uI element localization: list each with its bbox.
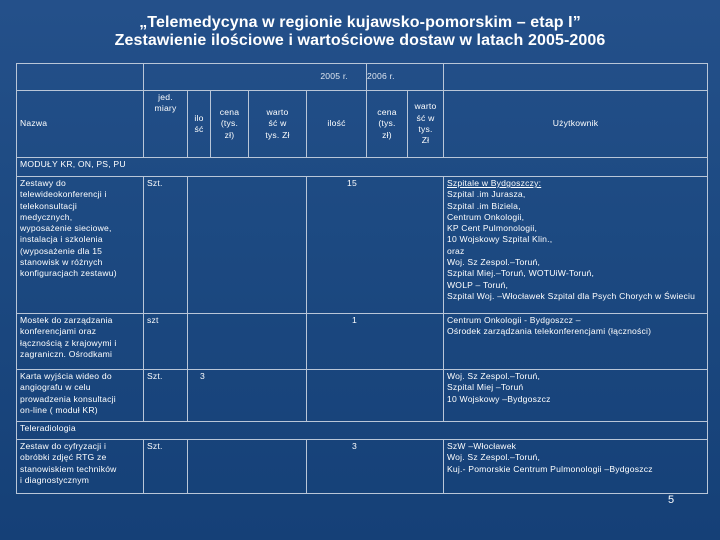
cell-uzytkownik: Woj. Sz Zespol.–Toruń, Szpital Miej –Toruń 10 Wojskowy –Bydgoszcz <box>444 370 708 422</box>
slide-title: „Telemedycyna w regionie kujawsko-pomorskim – etap I” <box>139 14 581 31</box>
header-empty-cell <box>17 64 144 91</box>
cell-ilosc-2005 <box>188 314 307 370</box>
cell-uzytkownik: Centrum Onkologii - Bydgoszcz – Ośrodek zarządzania telekonferencjami (łączności) <box>444 314 708 370</box>
cell-ilosc-2006 <box>307 370 444 422</box>
section-row <box>17 422 708 440</box>
col-header-jed-miary: jed. miary <box>144 91 188 158</box>
cell-jed: Szt. <box>144 370 188 422</box>
cell-uzytkownik-link[interactable]: Szpitale w Bydgoszczy: <box>447 178 542 188</box>
cell-nazwa: Zestawy do telewideokonferencji i telekonsultacji medycznych, wyposażenie sieciowe, instalacja i szkolenia (wyposażenie dla 15 stanowisk w różnych konfiguracjach zestawu) <box>17 177 144 314</box>
header-row-columns <box>17 91 708 158</box>
table-row <box>17 314 708 370</box>
section-row <box>17 158 708 177</box>
col-header-wartosc-2006: warto ść w tys. Zł <box>408 91 444 158</box>
section-moduly: MODUŁY KR, ON, PS, PU <box>17 158 708 177</box>
col-header-cena-2006: cena (tys. zł) <box>367 91 408 158</box>
cell-ilosc-2005 <box>188 440 307 494</box>
cell-jed: szt <box>144 314 188 370</box>
cell-ilosc-2005 <box>188 177 307 314</box>
section-teleradiologia: Teleradiologia <box>17 422 708 440</box>
cell-ilosc-2006: 1 <box>307 314 444 370</box>
cell-ilosc-2006: 15 <box>307 177 444 314</box>
slide-number: 5 <box>668 494 675 506</box>
header-year-2005: 2005 r. <box>144 64 367 91</box>
cell-uzytkownik-list: Szpital .im Jurasza, Szpital .im Biziela, Centrum Onkologii, KP Cent Pulmonologii, 10 Wojskowy Szpital Klin., oraz Woj. Sz Zespol.–Toruń, Szpital Miej.–Toruń, WOTUiW-Toruń, WOLP – Toruń, Szpital Woj. –Włocławek Szpital dla Psych Chorych w Świeciu <box>447 189 696 301</box>
cell-nazwa: Mostek do zarządzania konferencjami oraz łącznością z krajowymi i zagraniczn. Ośrodkami <box>17 314 144 370</box>
cell-nazwa: Zestaw do cyfryzacji i obróbki zdjęć RTG ze stanowiskiem techników i diagnostycznym <box>17 440 144 494</box>
slide-subtitle: Zestawienie ilościowe i wartościowe dostaw w latach 2005-2006 <box>114 32 606 49</box>
table-row <box>17 177 708 314</box>
table-row <box>17 440 708 494</box>
cell-ilosc-2006: 3 <box>307 440 444 494</box>
cell-uzytkownik: SzW –Włocławek Woj. Sz Zespol.–Toruń, Kuj.- Pomorskie Centrum Pulmonologii –Bydgoszcz <box>444 440 708 494</box>
deliveries-table <box>16 63 708 494</box>
col-header-cena-2005: cena (tys. zł) <box>211 91 249 158</box>
col-header-ilosc-2006: ilość <box>307 91 367 158</box>
col-header-nazwa: Nazwa <box>17 91 144 158</box>
col-header-wartosc-2005: warto ść w tys. Zł <box>249 91 307 158</box>
header-year-2006: 2006 r. <box>367 64 444 91</box>
col-header-ilosc-2005: ilo ść <box>188 91 211 158</box>
cell-uzytkownik <box>444 177 708 314</box>
cell-jed: Szt. <box>144 177 188 314</box>
col-header-uzytkownik: Użytkownik <box>444 91 708 158</box>
cell-nazwa: Karta wyjścia wideo do angiografu w celu prowadzenia konsultacji on-line ( moduł KR) <box>17 370 144 422</box>
cell-ilosc-2005: 3 <box>188 370 307 422</box>
cell-jed: Szt. <box>144 440 188 494</box>
header-empty-cell <box>444 64 708 91</box>
header-row-years <box>17 64 708 91</box>
table-row <box>17 370 708 422</box>
